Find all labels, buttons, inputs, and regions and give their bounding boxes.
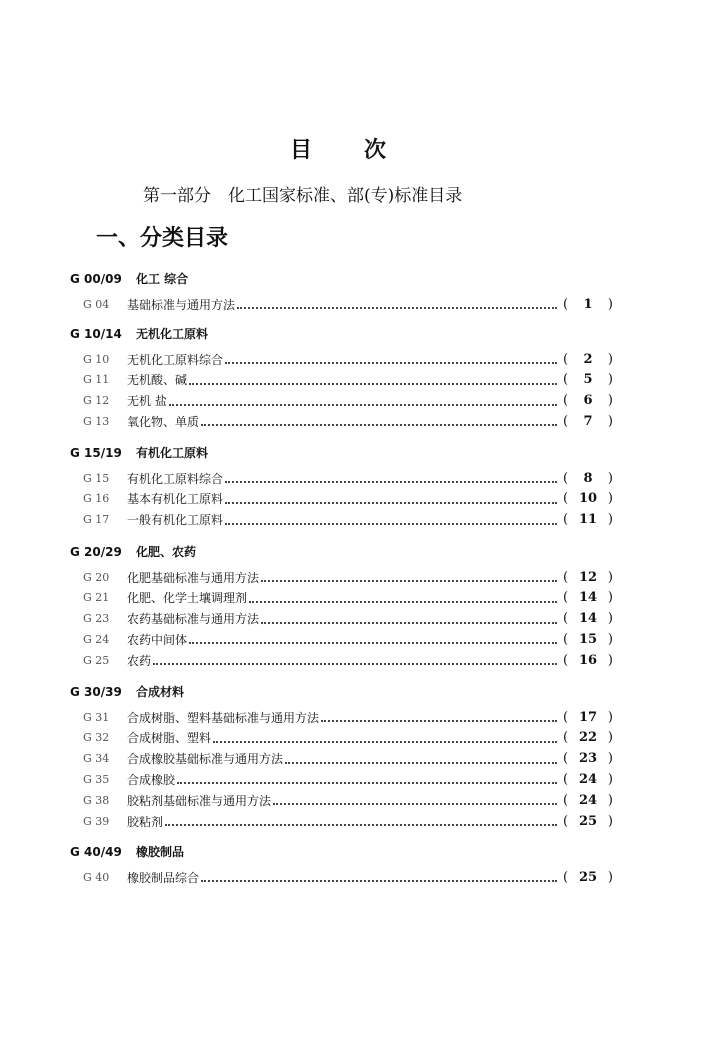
entry-page-number: 15 bbox=[578, 631, 598, 647]
entry-page-ref bbox=[563, 352, 613, 367]
open-paren: ( bbox=[563, 611, 569, 627]
entry-code: G 40 bbox=[83, 870, 110, 884]
open-paren: ( bbox=[563, 631, 569, 647]
entry-page-ref bbox=[563, 414, 613, 429]
entry-code: G 24 bbox=[83, 632, 110, 646]
dot-leader bbox=[177, 780, 557, 784]
close-paren: ) bbox=[607, 709, 613, 725]
close-paren: ) bbox=[607, 393, 613, 409]
close-paren: ) bbox=[607, 652, 613, 668]
open-paren: ( bbox=[563, 813, 569, 829]
group-name: 无机化工原料 bbox=[136, 327, 209, 341]
page-title bbox=[290, 133, 389, 164]
toc-entry[interactable] bbox=[83, 708, 613, 726]
toc-entry[interactable] bbox=[83, 770, 613, 788]
entry-page-number: 25 bbox=[578, 869, 598, 885]
toc-entry[interactable] bbox=[83, 490, 613, 508]
title-char-1: 目 bbox=[290, 138, 315, 163]
open-paren: ( bbox=[563, 393, 569, 409]
entry-label: 农药 bbox=[127, 653, 152, 668]
close-paren: ) bbox=[607, 512, 613, 528]
entry-label: 农药中间体 bbox=[127, 632, 188, 647]
group-heading bbox=[70, 683, 184, 700]
dot-leader bbox=[165, 822, 557, 826]
group-heading bbox=[70, 543, 196, 560]
dot-leader bbox=[225, 479, 557, 483]
entry-code: G 25 bbox=[83, 653, 110, 667]
entry-label: 无机化工原料综合 bbox=[127, 352, 224, 367]
entry-code: G 23 bbox=[83, 612, 110, 626]
entry-page-ref bbox=[563, 590, 613, 605]
entry-page-ref bbox=[563, 372, 613, 387]
entry-code: G 20 bbox=[83, 570, 110, 584]
close-paren: ) bbox=[607, 751, 613, 767]
open-paren: ( bbox=[563, 296, 569, 312]
entry-label: 胶粘剂 bbox=[127, 814, 164, 829]
entry-page-number: 7 bbox=[583, 413, 593, 429]
entry-page-number: 22 bbox=[578, 730, 598, 746]
toc-entry[interactable] bbox=[83, 469, 613, 487]
dot-leader bbox=[153, 661, 557, 665]
entry-page-number: 2 bbox=[583, 351, 593, 367]
toc-entry[interactable] bbox=[83, 729, 613, 747]
group-code: G 30/39 bbox=[70, 685, 122, 699]
open-paren: ( bbox=[563, 709, 569, 725]
section-title: 一、分类目录 bbox=[96, 226, 229, 251]
entry-page-number: 24 bbox=[578, 771, 598, 787]
close-paren: ) bbox=[607, 590, 613, 606]
entry-code: G 21 bbox=[83, 591, 110, 605]
toc-entry[interactable] bbox=[83, 651, 613, 669]
entry-page-ref bbox=[563, 570, 613, 585]
group-code: G 10/14 bbox=[70, 327, 122, 341]
toc-entry[interactable] bbox=[83, 589, 613, 607]
entry-page-number: 11 bbox=[578, 512, 598, 528]
dot-leader bbox=[321, 718, 557, 722]
toc-entry[interactable] bbox=[83, 295, 613, 313]
group-name: 化工 综合 bbox=[136, 272, 189, 286]
close-paren: ) bbox=[607, 771, 613, 787]
entry-label: 无机 盐 bbox=[127, 394, 167, 409]
close-paren: ) bbox=[607, 792, 613, 808]
entry-label: 无机酸、碱 bbox=[127, 373, 188, 388]
dot-leader bbox=[225, 500, 557, 504]
close-paren: ) bbox=[607, 730, 613, 746]
entry-page-ref bbox=[563, 814, 613, 829]
open-paren: ( bbox=[563, 590, 569, 606]
entry-code: G 11 bbox=[83, 373, 110, 387]
close-paren: ) bbox=[607, 631, 613, 647]
entry-page-number: 25 bbox=[578, 813, 598, 829]
group-code: G 00/09 bbox=[70, 272, 122, 286]
close-paren: ) bbox=[607, 413, 613, 429]
dot-leader bbox=[237, 305, 557, 309]
part-title: 第一部分 化工国家标准、部(专)标准目录 bbox=[143, 186, 463, 206]
entry-label: 合成橡胶 bbox=[127, 772, 176, 787]
dot-leader bbox=[249, 599, 557, 603]
dot-leader bbox=[201, 878, 557, 882]
close-paren: ) bbox=[607, 869, 613, 885]
toc-entry[interactable] bbox=[83, 568, 613, 586]
entry-page-ref bbox=[563, 653, 613, 668]
toc-entry[interactable] bbox=[83, 371, 613, 389]
entry-label: 合成树脂、塑料 bbox=[127, 731, 212, 746]
entry-page-number: 1 bbox=[583, 296, 593, 312]
entry-page-ref bbox=[563, 730, 613, 745]
open-paren: ( bbox=[563, 771, 569, 787]
open-paren: ( bbox=[563, 470, 569, 486]
entry-page-number: 14 bbox=[578, 611, 598, 627]
close-paren: ) bbox=[607, 372, 613, 388]
entry-label: 有机化工原料综合 bbox=[127, 471, 224, 486]
toc-entry[interactable] bbox=[83, 350, 613, 368]
close-paren: ) bbox=[607, 470, 613, 486]
open-paren: ( bbox=[563, 751, 569, 767]
close-paren: ) bbox=[607, 491, 613, 507]
close-paren: ) bbox=[607, 296, 613, 312]
group-code: G 40/49 bbox=[70, 845, 122, 859]
entry-code: G 16 bbox=[83, 492, 110, 506]
entry-page-ref bbox=[563, 870, 613, 885]
entry-page-number: 14 bbox=[578, 590, 598, 606]
entry-page-ref bbox=[563, 471, 613, 486]
entry-page-number: 16 bbox=[578, 652, 598, 668]
entry-page-ref bbox=[563, 297, 613, 312]
group-name: 橡胶制品 bbox=[136, 845, 185, 859]
entry-code: G 10 bbox=[83, 352, 110, 366]
dot-leader bbox=[189, 381, 557, 385]
entry-page-number: 23 bbox=[578, 751, 598, 767]
dot-leader bbox=[225, 521, 557, 525]
dot-leader bbox=[169, 402, 557, 406]
entry-code: G 39 bbox=[83, 814, 110, 828]
group-name: 化肥、农药 bbox=[136, 545, 197, 559]
open-paren: ( bbox=[563, 512, 569, 528]
entry-page-ref bbox=[563, 710, 613, 725]
entry-label: 农药基础标准与通用方法 bbox=[127, 612, 260, 627]
entry-page-ref bbox=[563, 793, 613, 808]
entry-label: 化肥基础标准与通用方法 bbox=[127, 570, 260, 585]
toc-entry[interactable] bbox=[83, 791, 613, 809]
entry-page-ref bbox=[563, 751, 613, 766]
entry-page-number: 12 bbox=[578, 569, 598, 585]
title-char-2: 次 bbox=[364, 138, 389, 163]
group-name: 有机化工原料 bbox=[136, 446, 209, 460]
toc-entry[interactable] bbox=[83, 812, 613, 830]
entry-code: G 15 bbox=[83, 471, 110, 485]
entry-page-ref bbox=[563, 772, 613, 787]
toc-entry[interactable] bbox=[83, 392, 613, 410]
open-paren: ( bbox=[563, 652, 569, 668]
entry-page-number: 17 bbox=[578, 709, 598, 725]
open-paren: ( bbox=[563, 413, 569, 429]
open-paren: ( bbox=[563, 869, 569, 885]
dot-leader bbox=[261, 620, 557, 624]
entry-page-number: 6 bbox=[583, 393, 593, 409]
entry-page-ref bbox=[563, 632, 613, 647]
open-paren: ( bbox=[563, 351, 569, 367]
entry-page-ref bbox=[563, 491, 613, 506]
group-heading bbox=[70, 444, 208, 461]
entry-code: G 35 bbox=[83, 772, 110, 786]
entry-label: 基础标准与通用方法 bbox=[127, 297, 236, 312]
entry-label: 氧化物、单质 bbox=[127, 414, 200, 429]
entry-code: G 38 bbox=[83, 793, 110, 807]
close-paren: ) bbox=[607, 569, 613, 585]
toc-entry[interactable] bbox=[83, 610, 613, 628]
entry-code: G 17 bbox=[83, 513, 110, 527]
toc-entry[interactable] bbox=[83, 412, 613, 430]
open-paren: ( bbox=[563, 792, 569, 808]
open-paren: ( bbox=[563, 372, 569, 388]
dot-leader bbox=[225, 360, 557, 364]
entry-page-ref bbox=[563, 393, 613, 408]
entry-label: 化肥、化学土壤调理剂 bbox=[127, 591, 248, 606]
group-name: 合成材料 bbox=[136, 685, 185, 699]
entry-page-number: 5 bbox=[583, 372, 593, 388]
dot-leader bbox=[201, 422, 557, 426]
toc-entry[interactable] bbox=[83, 868, 613, 886]
open-paren: ( bbox=[563, 730, 569, 746]
open-paren: ( bbox=[563, 491, 569, 507]
group-code: G 20/29 bbox=[70, 545, 122, 559]
dot-leader bbox=[273, 801, 557, 805]
entry-page-number: 10 bbox=[578, 491, 598, 507]
dot-leader bbox=[261, 578, 557, 582]
toc-entry[interactable] bbox=[83, 511, 613, 529]
entry-page-ref bbox=[563, 512, 613, 527]
entry-code: G 13 bbox=[83, 414, 110, 428]
toc-entry[interactable] bbox=[83, 750, 613, 768]
entry-code: G 32 bbox=[83, 731, 110, 745]
group-heading bbox=[70, 270, 188, 287]
close-paren: ) bbox=[607, 611, 613, 627]
entry-page-ref bbox=[563, 611, 613, 626]
dot-leader bbox=[213, 739, 557, 743]
entry-label: 橡胶制品综合 bbox=[127, 870, 200, 885]
entry-label: 一般有机化工原料 bbox=[127, 513, 224, 528]
entry-code: G 34 bbox=[83, 752, 110, 766]
entry-page-number: 24 bbox=[578, 792, 598, 808]
entry-code: G 04 bbox=[83, 297, 110, 311]
dot-leader bbox=[189, 640, 557, 644]
entry-label: 合成树脂、塑料基础标准与通用方法 bbox=[127, 710, 320, 725]
toc-entry[interactable] bbox=[83, 630, 613, 648]
entry-page-number: 8 bbox=[583, 470, 593, 486]
entry-label: 合成橡胶基础标准与通用方法 bbox=[127, 752, 284, 767]
group-heading bbox=[70, 843, 184, 860]
open-paren: ( bbox=[563, 569, 569, 585]
close-paren: ) bbox=[607, 351, 613, 367]
group-heading bbox=[70, 325, 208, 342]
entry-code: G 31 bbox=[83, 710, 110, 724]
close-paren: ) bbox=[607, 813, 613, 829]
dot-leader bbox=[285, 760, 557, 764]
entry-code: G 12 bbox=[83, 394, 110, 408]
entry-label: 基本有机化工原料 bbox=[127, 492, 224, 507]
group-code: G 15/19 bbox=[70, 446, 122, 460]
entry-label: 胶粘剂基础标准与通用方法 bbox=[127, 793, 272, 808]
